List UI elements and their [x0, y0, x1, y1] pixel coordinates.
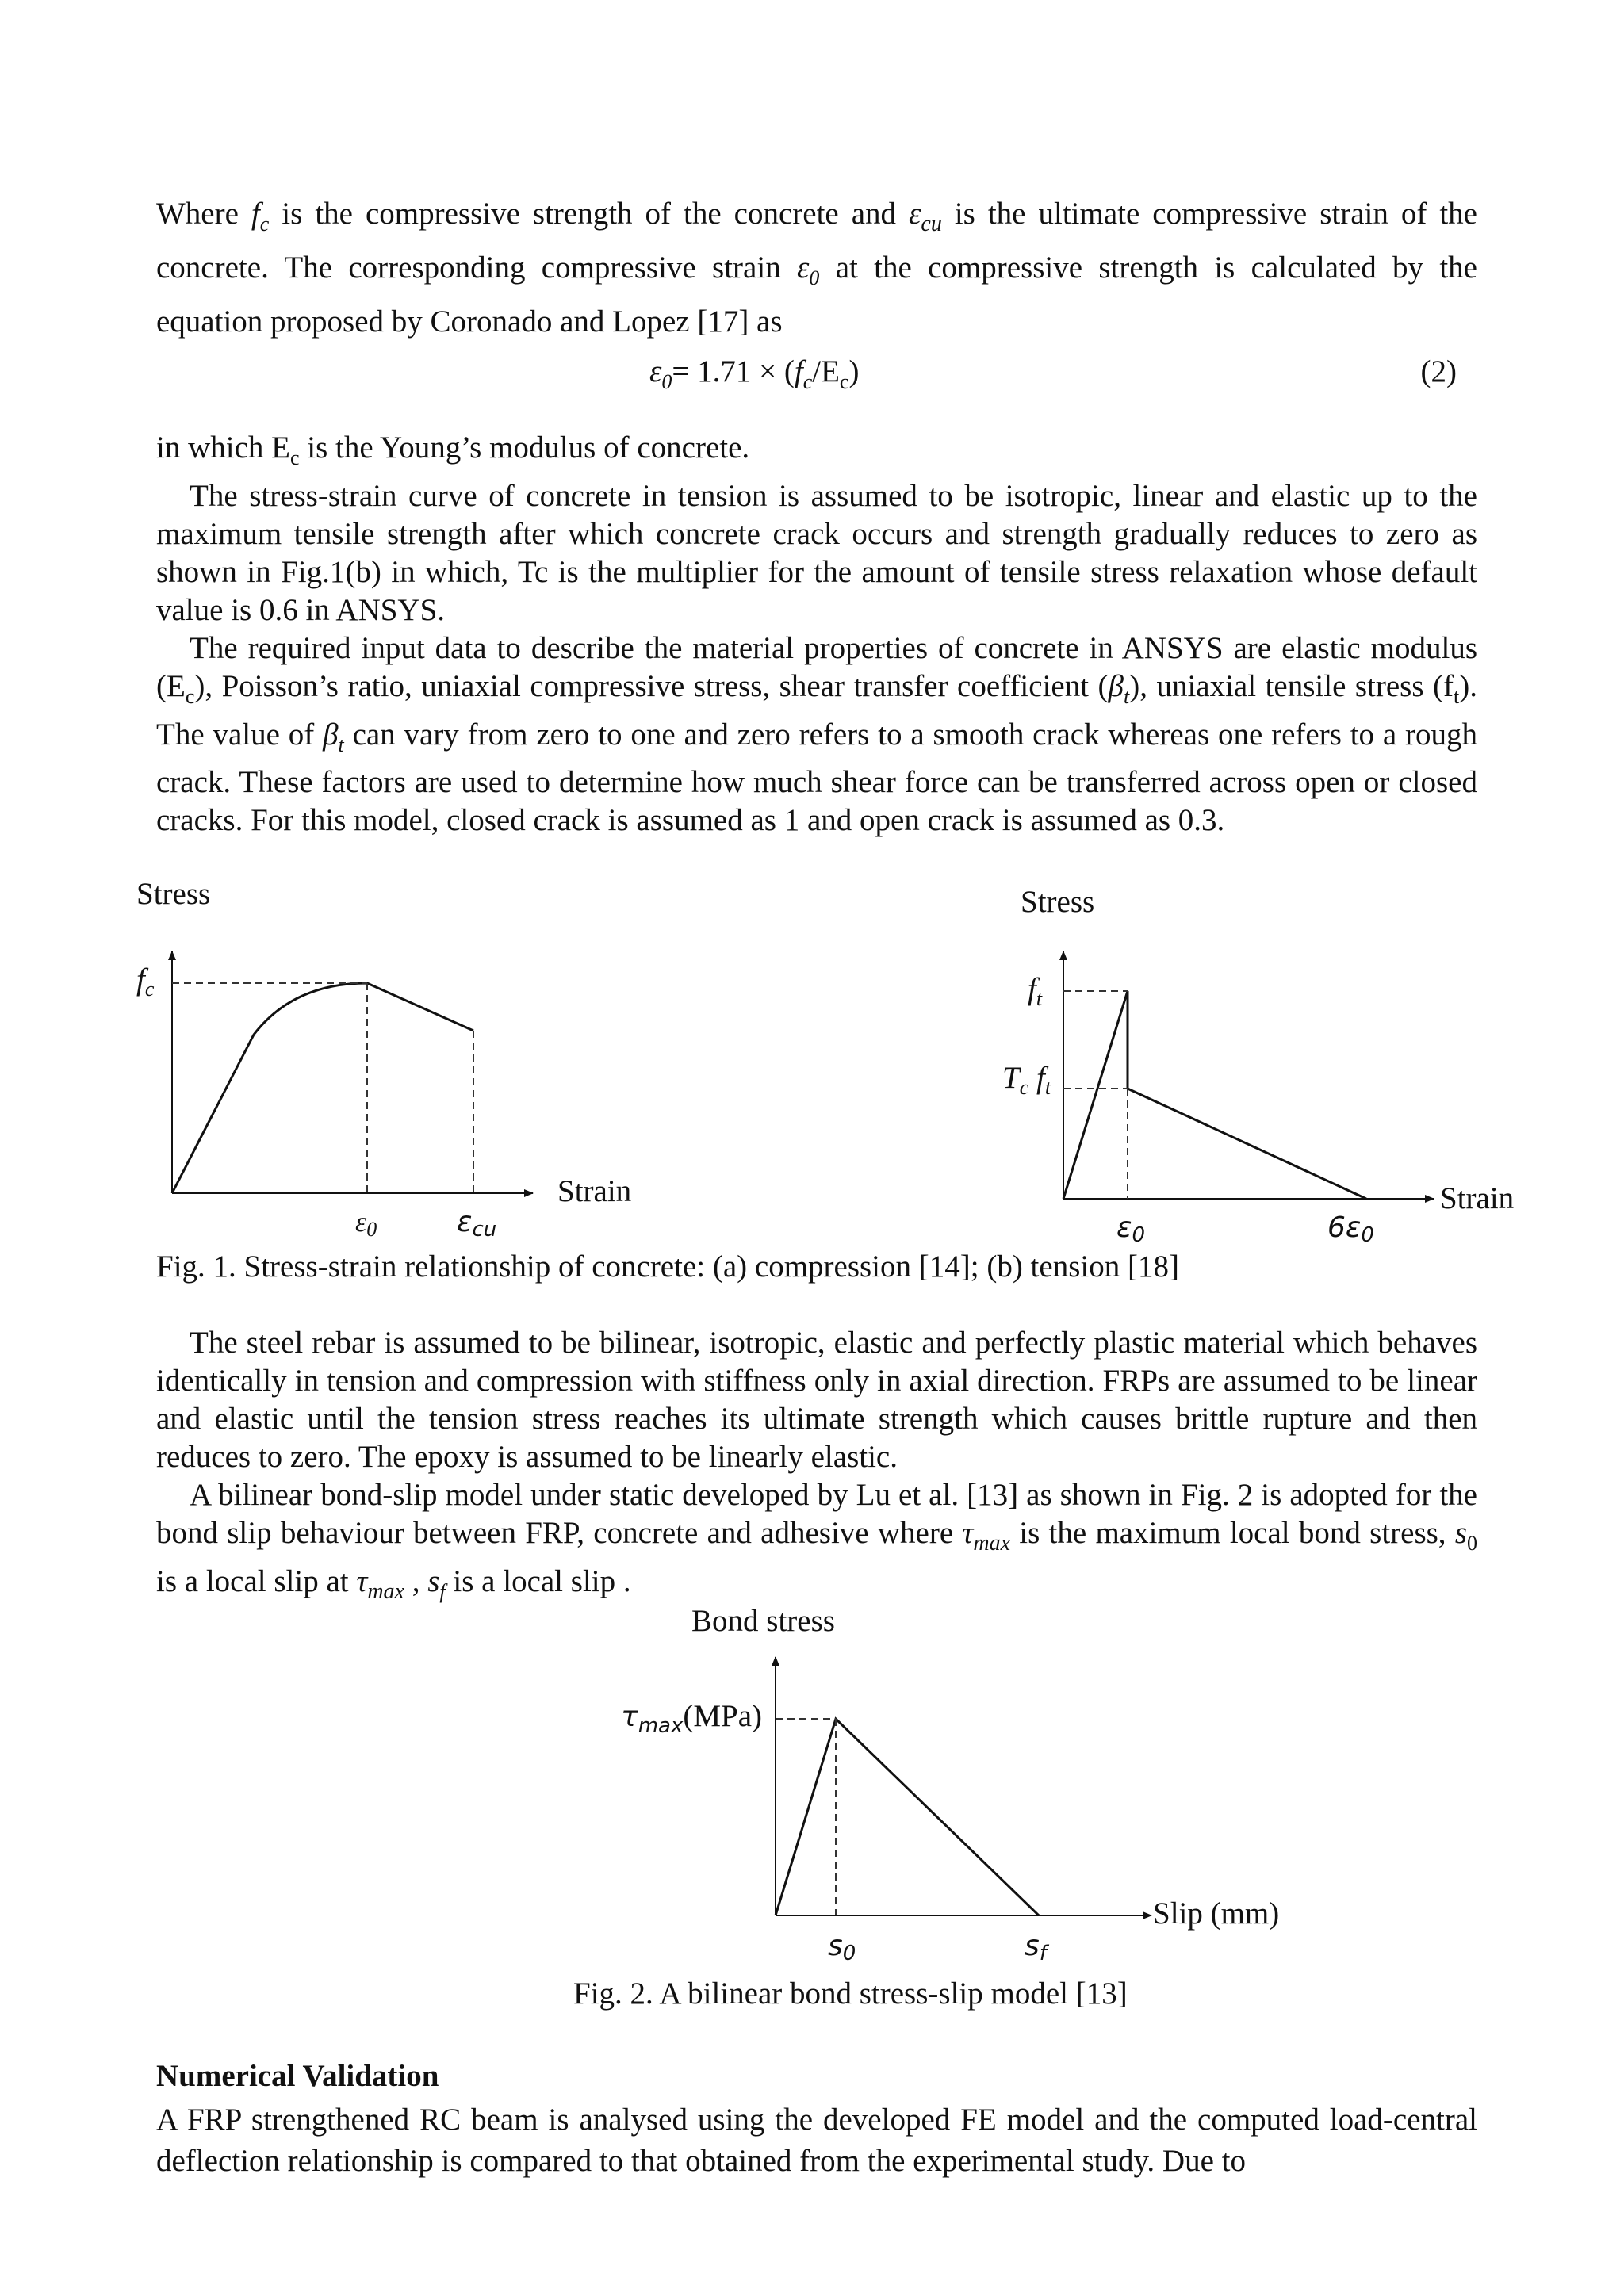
equation-number: (2) [1420, 354, 1457, 388]
fig2-s0-label: s0 [828, 1930, 856, 1965]
fig1a-x-label: Strain [557, 1174, 632, 1208]
fig1b-x-label: Strain [1440, 1181, 1515, 1215]
fig1-caption: Fig. 1. Stress-strain relationship of concrete: (a) compression [14]; (b) tension [18] [156, 1249, 1179, 1284]
fig2-tau-label: $\tau_{max}(MPa)$ [621, 1699, 762, 1738]
fig1b-6e0-label: 6ε0 [1327, 1211, 1374, 1247]
fig1b-ft-label: $f_t$ [1028, 972, 1043, 1010]
fig1b-y-label: Stress [1021, 885, 1095, 919]
figure-1a-compression [136, 877, 631, 1242]
fig2-sf-label: sf [1025, 1930, 1047, 1965]
paragraph-steel-frp: The steel rebar is assumed to be bilinear, isotropic, elastic and perfectly plastic material which behaves identically in tension and compression with stiffness only in axial direction. FRPs are assumed to be linear and elastic until the tension stress reaches its ultimate strength which causes brittle rupture and then reduces to zero. The epoxy is assumed to be linearly elastic. A bilinear bond-slip model under static developed by Lu et al. [13] as shown in Fig. 2 is adopted for the bond slip behaviour between FRP, concrete and adhesive where $\tau_{max}$ is the maximum local bond stress, $s_0$ is a local slip at $\tau_{max}$ , $s_f$ is a local slip . [156, 1326, 1477, 1604]
paragraph-concrete: in which $E_c$ is the Young’s modulus of concrete. The stress-strain curve of concrete in tension is assumed to be isotropic, linear and elastic up to the maximum tensile strength after which concrete crack occurs and strength gradually reduces to zero as shown in Fig.1(b) in which, Tc is the multiplier for the amount of tensile stress relaxation whose default value is 0.6 in ANSYS. The required input data to describe the material properties of concrete in ANSYS are elastic modulus $(E_c)$, Poisson’s ratio, uniaxial compressive stress, shear transfer coefficient $(\beta_t)$, uniaxial tensile stress $(f_t)$. The value of $\beta_t$ can vary from zero to one and zero refers to a smooth crack whereas one refers to a rough crack. These factors are used to determine how much shear force can be transferred across open or closed cracks. For this model, closed crack is assumed as 1 and open crack is assumed as 0.3. [156, 430, 1477, 838]
fig2-x-label: Slip (mm) [1153, 1896, 1280, 1931]
fig1b-stress-curve [1063, 991, 1366, 1199]
fig1a-stress-curve [172, 983, 473, 1193]
figure-1b-tension [1002, 885, 1514, 1247]
figure-1 [0, 872, 1624, 1284]
paragraph-intro: Where $f_c$ is the compressive strength of the concrete and $\varepsilon_{cu}$ is the ultimate compressive strain of the concrete. The corresponding compressive strain $\varepsilon_0$ at the compressive strength is calculated by the equation proposed by Coronado and Lopez [17] as [156, 197, 1477, 339]
section-heading: Numerical Validation [156, 2059, 439, 2093]
fig1a-e0-label: ε0 [355, 1206, 377, 1241]
fig1a-y-label: Stress [136, 877, 211, 911]
fig1a-ecu-label: εcu [457, 1206, 497, 1242]
fig1b-e0-label: ε0 [1116, 1211, 1146, 1247]
fig2-bond-slip-curve [776, 1719, 1039, 1915]
fig1a-fc-label: $f_c$ [136, 962, 155, 1001]
figure-2 [0, 1594, 1624, 1966]
fig2-caption: Fig. 2. A bilinear bond stress-slip model [13] [573, 1976, 1128, 2011]
paragraph-validation: A FRP strengthened RC beam is analysed using the developed FE model and the computed load-central deflection relationship is compared to that obtained from the experimental study. Due to [156, 2103, 1477, 2178]
fig2-y-label: Bond stress [691, 1604, 835, 1638]
fig1b-tcft-label: $T_c$ $f_t$ [1002, 1061, 1051, 1099]
